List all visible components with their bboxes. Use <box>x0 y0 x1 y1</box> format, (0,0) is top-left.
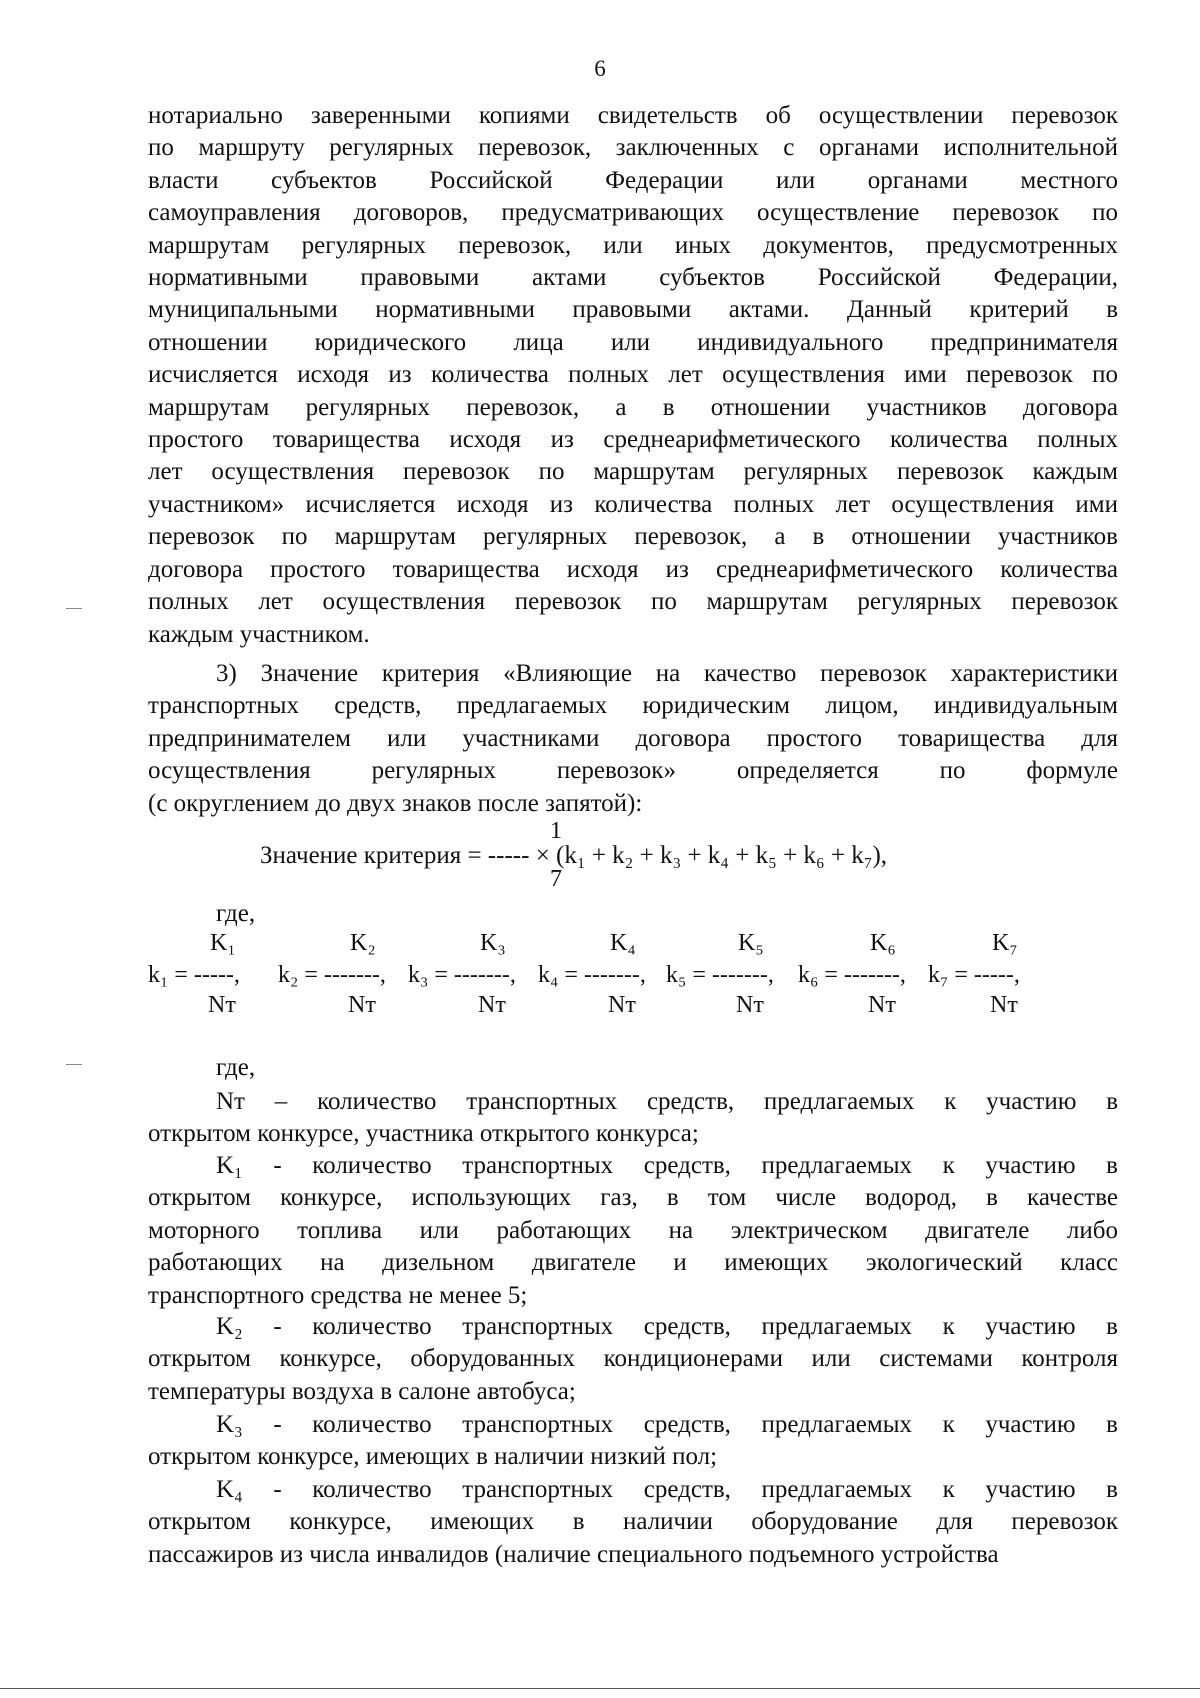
k-numerator: K₇ <box>992 930 1018 956</box>
text-line: Nт – количество транспортных средств, предлагаемых к участию в <box>216 1088 1118 1115</box>
k-denominator: Nт <box>990 992 1018 1018</box>
text-line: температуры воздуха в салоне автобуса; <box>148 1377 576 1405</box>
k-denominator: Nт <box>608 992 636 1018</box>
text-line: полных лет осуществления перевозок по маршрутам регулярных перевозок <box>148 588 1118 616</box>
text-line: открытом конкурсе, участника открытого конкурса; <box>148 1120 699 1148</box>
margin-mark <box>66 608 82 609</box>
k-denominator: Nт <box>478 992 506 1018</box>
k-dash: -------, <box>453 962 516 988</box>
text-line: K₃ - количество транспортных средств, предлагаемых к участию в <box>216 1411 1118 1438</box>
text-line: самоуправления договоров, предусматривающих осуществление перевозок по <box>148 199 1118 227</box>
formula-main <box>260 842 887 870</box>
text-line: простого товарищества исходя из среднеарифметического количества полных <box>148 426 1118 454</box>
k-denominator: Nт <box>348 992 376 1018</box>
text-line: открытом конкурсе, имеющих в наличии низкий пол; <box>148 1443 718 1471</box>
k-lhs: k₆ = <box>798 962 838 988</box>
k-expression <box>278 962 386 989</box>
text-line: нормативными правовыми актами субъектов Российской Федерации, <box>148 264 1118 292</box>
formula-dashes: ----- <box>487 842 530 869</box>
k-denominator: Nт <box>868 992 896 1018</box>
k-numerator: K₃ <box>480 930 506 956</box>
k-lhs: k₄ = <box>538 962 578 988</box>
text-line: по маршруту регулярных перевозок, заключенных с органами исполнительной <box>148 134 1118 162</box>
text-line: открытом конкурсе, оборудованных кондиционерами или системами контроля <box>148 1345 1118 1373</box>
k-lhs: k₅ = <box>666 962 706 988</box>
text-line: моторного топлива или работающих на электрическом двигателе либо <box>148 1216 1118 1244</box>
k-dash: -----, <box>973 962 1020 988</box>
definition-paragraph <box>148 1474 1118 1571</box>
text-line: муниципальными нормативными правовыми актами. Данный критерий в <box>148 296 1118 324</box>
k-lhs: k₇ = <box>928 962 968 988</box>
text-line: маршрутам регулярных перевозок, или иных документов, предусмотренных <box>148 231 1118 259</box>
text-line: предпринимателем или участниками договора простого товарищества для <box>148 724 1118 752</box>
text-line: транспортных средств, предлагаемых юридическим лицом, индивидуальным <box>148 692 1118 720</box>
text-line: отношении юридического лица или индивидуального предпринимателя <box>148 328 1118 356</box>
formula-numerator: 1 <box>550 818 562 844</box>
text-line: власти субъектов Российской Федерации или органами местного <box>148 166 1118 194</box>
definition-paragraph <box>148 1311 1118 1408</box>
page-bottom-rule <box>0 1688 1200 1689</box>
k-dash: -------, <box>583 962 646 988</box>
k-numerator: K₅ <box>738 930 764 956</box>
paragraph-vehicle-criterion <box>148 658 1118 820</box>
k-expression <box>666 962 774 989</box>
text-line: транспортного средства не менее 5; <box>148 1281 528 1309</box>
k-numerator: K₄ <box>610 930 636 956</box>
k-expression <box>798 962 906 989</box>
text-line: (с округлением до двух знаков после запятой): <box>148 789 643 817</box>
text-line: лет осуществления перевозок по маршрутам регулярных перевозок каждым <box>148 458 1118 486</box>
text-line: K₁ - количество транспортных средств, предлагаемых к участию в <box>216 1152 1118 1179</box>
formula-denominator: 7 <box>550 866 562 892</box>
k-numerator: K₆ <box>870 930 896 956</box>
where-label-2: где, <box>216 1054 256 1081</box>
text-line: нотариально заверенными копиями свидетельств об осуществлении перевозок <box>148 102 1118 129</box>
text-line: работающих на дизельном двигателе и имеющих экологический класс <box>148 1249 1118 1277</box>
text-line: осуществления регулярных перевозок» определяется по формуле <box>148 757 1118 785</box>
formula-sum: × (k₁ + k₂ + k₃ + k₄ + k₅ + k₆ + k₇), <box>535 842 888 869</box>
definition-paragraph <box>148 1150 1118 1312</box>
text-line: исчисляется исходя из количества полных лет осуществления ими перевозок по <box>148 361 1118 389</box>
k-denominator: Nт <box>208 992 236 1018</box>
margin-mark <box>66 1064 82 1065</box>
k-fractions-row <box>148 930 1118 1020</box>
k-denominator: Nт <box>736 992 764 1018</box>
k-lhs: k₁ = <box>148 962 188 988</box>
k-lhs: k₂ = <box>278 962 318 988</box>
definition-paragraph <box>148 1409 1118 1474</box>
k-dash: -------, <box>711 962 774 988</box>
text-line: перевозок по маршрутам регулярных перевозок, а в отношении участников <box>148 523 1118 551</box>
paragraph-experience-criterion <box>148 100 1118 651</box>
k-dash: -----, <box>193 962 240 988</box>
text-line: пассажиров из числа инвалидов (наличие специального подъемного устройства <box>148 1540 999 1568</box>
k-numerator: K₂ <box>350 930 376 956</box>
text-line: участником» исчисляется исходя из количества полных лет осуществления ими <box>148 490 1118 518</box>
text-line: договора простого товарищества исходя из среднеарифметического количества <box>148 555 1118 583</box>
text-line: открытом конкурсе, имеющих в наличии оборудование для перевозок <box>148 1508 1118 1536</box>
text-line: 3) Значение критерия «Влияющие на качество перевозок характеристики <box>216 660 1118 687</box>
k-lhs: k₃ = <box>408 962 448 988</box>
k-expression <box>928 962 1020 989</box>
page-number: 6 <box>594 56 606 81</box>
k-dash: -------, <box>843 962 906 988</box>
k-expression <box>538 962 646 989</box>
text-line: открытом конкурсе, использующих газ, в том числе водород, в качестве <box>148 1184 1118 1212</box>
definition-paragraph <box>148 1086 1118 1151</box>
k-expression <box>148 962 240 989</box>
text-line: маршрутам регулярных перевозок, а в отношении участников договора <box>148 393 1118 421</box>
where-label-1: где, <box>216 900 256 927</box>
k-expression <box>408 962 516 989</box>
text-line: K₄ - количество транспортных средств, предлагаемых к участию в <box>216 1476 1118 1503</box>
formula-label: Значение критерия = <box>260 842 482 869</box>
text-line: K₂ - количество транспортных средств, предлагаемых к участию в <box>216 1313 1118 1340</box>
k-dash: -------, <box>323 962 386 988</box>
k-numerator: K₁ <box>210 930 236 956</box>
text-line: каждым участником. <box>148 620 370 648</box>
